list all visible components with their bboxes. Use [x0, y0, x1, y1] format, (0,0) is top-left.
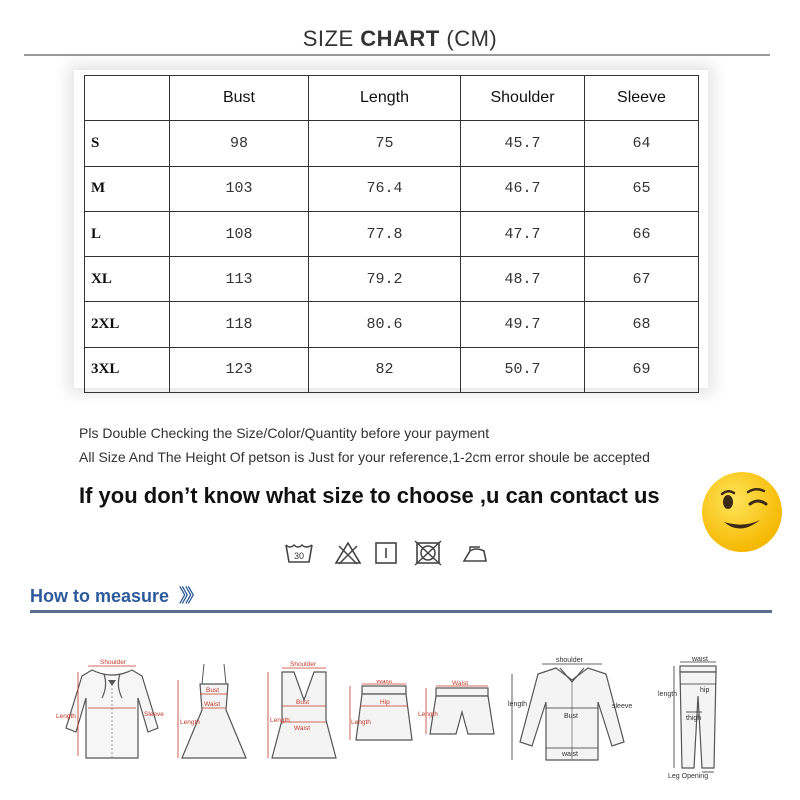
bust-cell: 98: [170, 121, 309, 166]
trousers-diagram: [656, 656, 736, 785]
size-cell: XL: [85, 257, 170, 302]
svg-text:Length: Length: [270, 717, 290, 724]
strap-dress-diagram: [176, 662, 252, 773]
svg-text:Bust: Bust: [206, 687, 220, 694]
sleeve-cell: 65: [585, 166, 699, 211]
shirt-diagram: [502, 656, 642, 773]
svg-text:length: length: [508, 701, 528, 708]
measure-divider: [30, 610, 772, 613]
svg-text:Waist: Waist: [376, 680, 393, 685]
bust-cell: 123: [170, 347, 309, 392]
bust-cell: 108: [170, 211, 309, 256]
shoulder-cell: 50.7: [461, 347, 585, 392]
skirt-diagram: [346, 680, 418, 765]
svg-text:Length: Length: [180, 719, 200, 726]
sleeve-cell: 68: [585, 302, 699, 347]
svg-text:Length: Length: [351, 719, 371, 726]
svg-text:Leg Opening: Leg Opening: [668, 773, 709, 780]
size-cell: L: [85, 211, 170, 256]
size-chart-title: SIZE CHART (CM): [302, 26, 498, 51]
svg-text:Waist: Waist: [204, 701, 221, 708]
tumble-dry-icon: [373, 540, 399, 568]
svg-text:thigh: thigh: [686, 715, 702, 722]
shorts-diagram: [418, 680, 500, 749]
table-row: [85, 257, 699, 302]
how-to-measure-heading: How to measure 》》: [30, 586, 201, 606]
svg-text:hip: hip: [700, 687, 710, 694]
size-table: [84, 75, 699, 393]
header-size: [85, 76, 170, 121]
svg-text:Shoulder: Shoulder: [100, 659, 127, 666]
size-cell: M: [85, 166, 170, 211]
bust-cell: 113: [170, 257, 309, 302]
shoulder-cell: 45.7: [461, 121, 585, 166]
svg-text:waist: waist: [562, 751, 578, 758]
svg-text:shoulder: shoulder: [556, 657, 583, 664]
shoulder-cell: 48.7: [461, 257, 585, 302]
svg-text:Hip: Hip: [380, 699, 390, 706]
svg-text:Length: Length: [418, 711, 438, 718]
svg-text:Bust: Bust: [564, 713, 579, 720]
title-divider: [24, 54, 770, 56]
length-cell: 82: [309, 347, 461, 392]
header-sleeve: Sleeve: [585, 76, 699, 121]
winking-face-icon: [700, 470, 784, 554]
header-shoulder: Shoulder: [461, 76, 585, 121]
length-cell: 76.4: [309, 166, 461, 211]
note-double-check: Pls Double Checking the Size/Color/Quantity before your payment: [79, 425, 490, 441]
length-cell: 75: [309, 121, 461, 166]
table-row: [85, 347, 699, 392]
svg-text:Waist: Waist: [452, 680, 469, 687]
sleeve-cell: 69: [585, 347, 699, 392]
bust-cell: 103: [170, 166, 309, 211]
shoulder-cell: 47.7: [461, 211, 585, 256]
sleeve-cell: 64: [585, 121, 699, 166]
length-cell: 79.2: [309, 257, 461, 302]
svg-text:Length: Length: [56, 713, 76, 720]
length-cell: 77.8: [309, 211, 461, 256]
size-cell: S: [85, 121, 170, 166]
svg-text:30: 30: [293, 551, 305, 561]
sleeve-cell: 67: [585, 257, 699, 302]
table-row: [85, 211, 699, 256]
no-bleach-icon: [334, 540, 362, 568]
contact-message: If you don’t know what size to choose ,u can contact us: [79, 483, 660, 508]
table-row: [85, 302, 699, 347]
size-cell: 2XL: [85, 302, 170, 347]
table-header-row: [85, 76, 699, 121]
no-tumble-dry-icon: [414, 540, 442, 568]
iron-icon: [460, 540, 490, 568]
sleeve-cell: 66: [585, 211, 699, 256]
svg-text:length: length: [658, 691, 678, 698]
table-row: [85, 121, 699, 166]
bust-cell: 118: [170, 302, 309, 347]
double-chevron-icon: 》》: [179, 586, 201, 606]
length-cell: 80.6: [309, 302, 461, 347]
svg-text:Sleeve: Sleeve: [144, 711, 164, 718]
table-row: [85, 166, 699, 211]
vneck-top-diagram: [264, 660, 344, 771]
header-length: Length: [309, 76, 461, 121]
svg-text:Waist: Waist: [294, 725, 311, 732]
blouse-diagram: [52, 658, 172, 773]
wash-30-icon: [284, 540, 314, 568]
svg-text:sleeve: sleeve: [612, 703, 633, 710]
shoulder-cell: 49.7: [461, 302, 585, 347]
header-bust: Bust: [170, 76, 309, 121]
svg-text:Bust: Bust: [296, 699, 310, 706]
size-cell: 3XL: [85, 347, 170, 392]
shoulder-cell: 46.7: [461, 166, 585, 211]
svg-text:Shoulder: Shoulder: [290, 661, 317, 668]
svg-text:waist: waist: [692, 656, 708, 663]
note-size-reference: All Size And The Height Of petson is Just for your reference,1-2cm error shoule be accepted: [79, 449, 650, 465]
